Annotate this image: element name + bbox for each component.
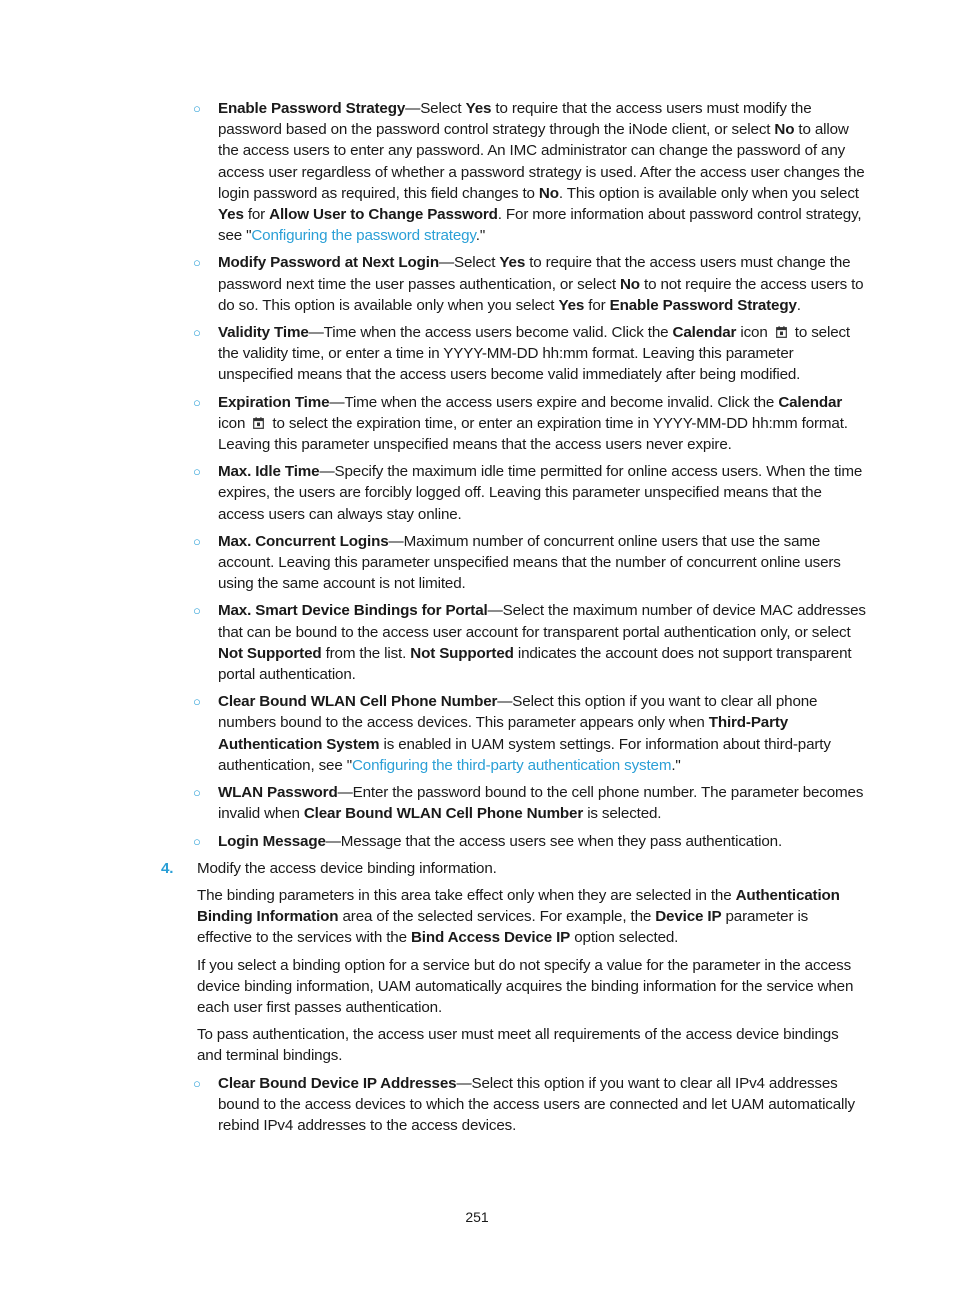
bold-term: Third-Party Authentication System xyxy=(218,714,789,753)
text-run: to not require the access users to do so. This option is available only when you select xyxy=(218,275,864,314)
text-run: ." xyxy=(475,227,486,245)
step-4 xyxy=(0,858,954,879)
circle-bullet-icon: ○ xyxy=(193,464,201,480)
text-run: to allow the access users to enter any password. An IMC administrator can change the password of any access user regardless of whether a password strategy is used. After the access user changes the login password as required, this field changes to xyxy=(218,121,865,202)
bold-term: Device IP xyxy=(655,908,722,926)
bold-term: Yes xyxy=(499,254,526,272)
bold-term: No xyxy=(538,184,559,202)
bold-term: Max. Concurrent Logins xyxy=(218,532,389,550)
bold-term: Clear Bound WLAN Cell Phone Number xyxy=(303,805,584,823)
circle-bullet-icon: ○ xyxy=(193,255,201,271)
bold-term: Login Message xyxy=(218,832,326,850)
step-title: Modify the access device binding information. xyxy=(197,859,497,877)
paragraph xyxy=(0,885,954,949)
text-run: —Select this option if you want to clear all phone numbers bound to the access devices. This parameter appears only when xyxy=(218,693,818,732)
circle-bullet-icon: ○ xyxy=(193,785,201,801)
list-item xyxy=(0,600,954,685)
circle-bullet-icon: ○ xyxy=(193,603,201,619)
text-run: is selected. xyxy=(583,805,662,823)
text-run: to select the validity time, or enter a time in YYYY-MM-DD hh:mm format. Leaving this parameter unspecified means that the access users become valid immediately after being modified. xyxy=(218,324,850,384)
parameter-list xyxy=(0,98,954,852)
bold-term: Authentication Binding Information xyxy=(197,886,840,926)
text-run: —Select xyxy=(405,100,466,117)
text-run: —Time when the access users expire and become invalid. Click the xyxy=(329,393,779,411)
text-run: —Select this option if you want to clear all IPv4 addresses bound to the access devices to which the access users are connected and let UAM automatically rebind IPv4 addresses to the access devices. xyxy=(218,1074,855,1134)
text-run: parameter is effective to the services with the xyxy=(197,908,809,947)
text-run: to require that the access users must modify the password based on the password control strategy through the iNode client, or select xyxy=(218,100,812,139)
bold-term: Validity Time xyxy=(218,324,309,342)
bold-term: Max. Smart Device Bindings for Portal xyxy=(218,602,488,620)
list-item xyxy=(0,252,954,316)
text-run: for xyxy=(243,206,270,224)
text-run: —Message that the access users see when they pass authentication. xyxy=(325,832,783,850)
paragraph xyxy=(0,1024,954,1066)
text-run: . This option is available only when you select xyxy=(558,184,859,202)
list-item xyxy=(0,322,954,386)
bold-term: No xyxy=(774,121,795,139)
text-run: . For more information about password control strategy, see " xyxy=(218,206,862,245)
circle-bullet-icon: ○ xyxy=(193,394,201,410)
circle-bullet-icon: ○ xyxy=(193,833,201,849)
list-item xyxy=(0,1073,954,1137)
list-item xyxy=(0,831,954,852)
bold-term: Yes xyxy=(558,296,585,314)
page-content xyxy=(0,98,954,1142)
bold-term: Enable Password Strategy xyxy=(218,100,406,117)
bold-term: Modify Password at Next Login xyxy=(218,254,439,272)
text-run: to select the expiration time, or enter an expiration time in YYYY-MM-DD hh:mm format. Leaving this parameter unspecified means that the access users never expire. xyxy=(218,414,848,454)
bold-term: Clear Bound WLAN Cell Phone Number xyxy=(218,693,498,711)
text-run: —Specify the maximum idle time permitted for online access users. When the time expires, the users are forcibly logged off. Leaving this parameter unspecified means that the access users can always stay online. xyxy=(218,463,863,523)
text-run: option selected. xyxy=(570,929,679,947)
bold-term: Yes xyxy=(465,100,492,117)
bold-term: Max. Idle Time xyxy=(218,463,320,481)
text-run: from the list. xyxy=(321,644,411,662)
step-4-parameter-list xyxy=(0,1073,954,1137)
list-item xyxy=(0,461,954,525)
circle-bullet-icon: ○ xyxy=(193,101,201,116)
text-run: indicates the account does not support transparent portal authentication. xyxy=(218,644,852,684)
cross-reference-link[interactable]: Configuring the password strategy xyxy=(251,227,476,245)
text-run: —Select xyxy=(438,254,500,272)
text-run: ." xyxy=(671,756,681,774)
text-run: is enabled in UAM system settings. For information about third-party authentication, see " xyxy=(218,735,831,774)
circle-bullet-icon: ○ xyxy=(193,325,201,341)
text-run: . xyxy=(796,296,801,314)
circle-bullet-icon: ○ xyxy=(193,533,201,549)
text-run: —Time when the access users become valid. Click the xyxy=(308,324,673,342)
bold-term: Not Supported xyxy=(410,644,514,662)
bold-term: Expiration Time xyxy=(218,393,330,411)
page-number: 251 xyxy=(465,1209,489,1225)
bold-term: Not Supported xyxy=(218,644,322,662)
calendar-icon[interactable] xyxy=(253,417,264,429)
text-run: —Maximum number of concurrent online users that use the same account. Leaving this parameter unspecified means that the number of concurrent online users using the same account is not limited. xyxy=(218,532,841,593)
bold-term: Bind Access Device IP xyxy=(410,929,571,947)
text-run: icon xyxy=(218,414,250,432)
bold-term: Allow User to Change Password xyxy=(269,206,498,224)
text-run: —Enter the password bound to the cell phone number. The parameter becomes invalid when xyxy=(218,784,864,823)
list-item xyxy=(0,392,954,456)
text-run: for xyxy=(584,296,610,314)
paragraph xyxy=(0,955,954,1019)
list-item xyxy=(0,98,954,246)
bold-term: Yes xyxy=(218,206,244,224)
text-run: The binding parameters in this area take effect only when they are selected in the xyxy=(197,886,736,904)
bold-term: WLAN Password xyxy=(218,784,338,802)
circle-bullet-icon: ○ xyxy=(193,694,201,710)
bold-term: Calendar xyxy=(672,324,737,342)
bold-term: Clear Bound Device IP Addresses xyxy=(218,1074,457,1092)
circle-bullet-icon: ○ xyxy=(193,1075,201,1091)
text-run: to require that the access users must change the password next time the user passes authentication, or select xyxy=(218,254,851,293)
step-number: 4. xyxy=(161,859,174,877)
bold-term: Calendar xyxy=(778,393,843,411)
bold-term: Enable Password Strategy xyxy=(609,296,797,314)
calendar-icon[interactable] xyxy=(776,326,787,338)
list-item xyxy=(0,531,954,595)
text-run: If you select a binding option for a service but do not specify a value for the parameter in the access device binding information, UAM automatically acquires the binding information for the service when each user first passes authentication. xyxy=(197,956,854,1016)
text-run: —Select the maximum number of device MAC addresses that can be bound to the access user account for transparent portal authentication only, or select xyxy=(218,602,866,641)
text-run: icon xyxy=(736,324,772,342)
bold-term: No xyxy=(619,275,640,293)
cross-reference-link[interactable]: Configuring the third-party authentication system xyxy=(351,756,672,774)
list-item xyxy=(0,782,954,824)
text-run: area of the selected services. For example, the xyxy=(338,908,656,926)
text-run: To pass authentication, the access user must meet all requirements of the access device bindings and terminal bindings. xyxy=(197,1026,839,1065)
step-4-paragraphs xyxy=(0,885,954,1067)
list-item xyxy=(0,691,954,776)
